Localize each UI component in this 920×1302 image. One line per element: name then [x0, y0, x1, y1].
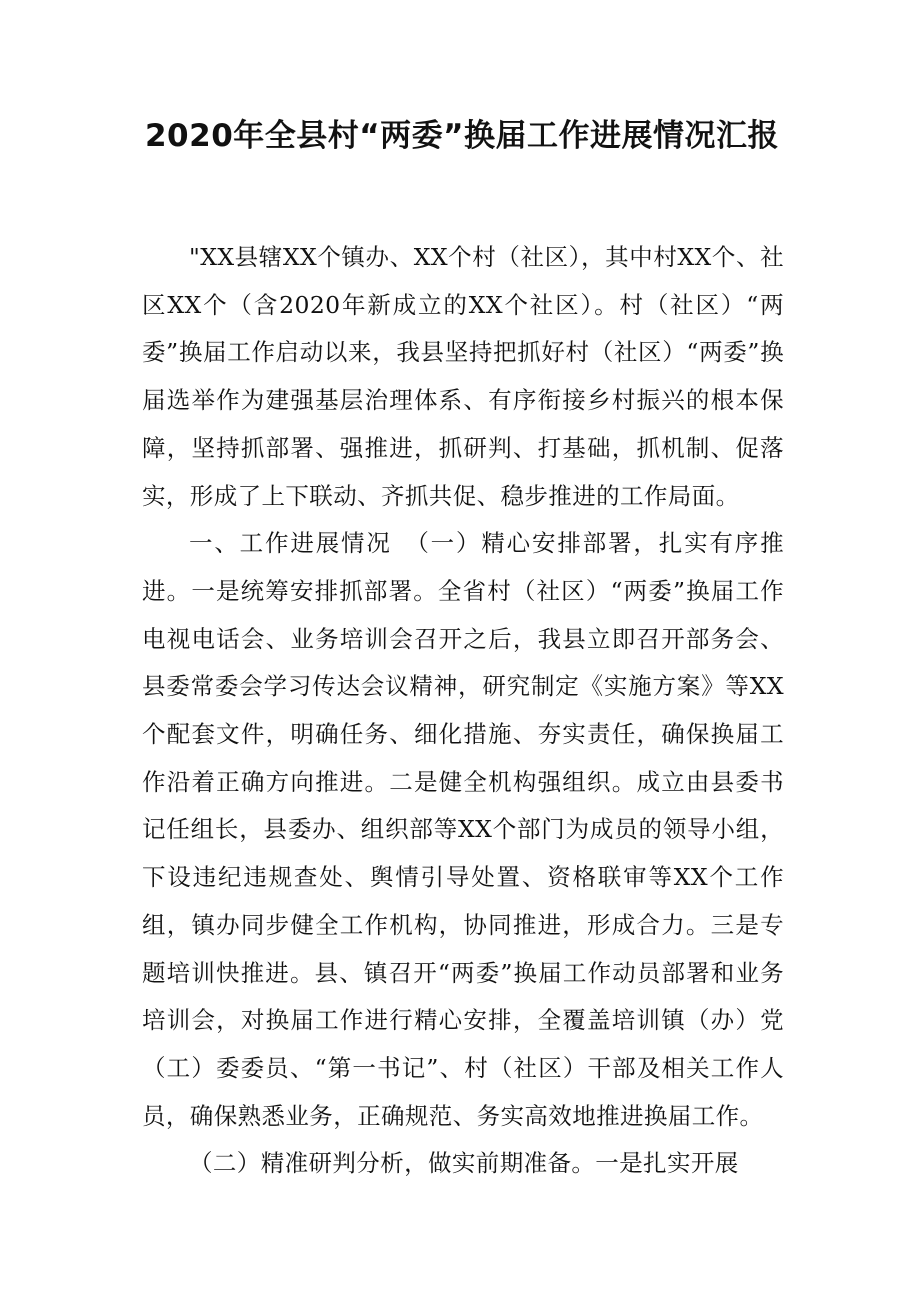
paragraph-section-one: 一、工作进展情况 （一）精心安排部署，扎实有序推进。一是统筹安排抓部署。全省村（社区）“两委”换届工作电视电话会、业务培训会召开之后，我县立即召开部务会、县委常委会学习传达会议精神，研究制定《实施方案》等XX个配套文件，明确任务、细化措施、夯实责任，确保换届工作沿着正确方向推进。二是健全机构强组织。成立由县委书记任组长，县委办、组织部等XX个部门为成员的领导小组，下设违纪违规查处、舆情引导处置、资格联审等XX个工作组，镇办同步健全工作机构，协同推进，形成合力。三是专题培训快推进。县、镇召开“两委”换届工作动员部署和业务培训会，对换届工作进行精心安排，全覆盖培训镇（办）党（工）委委员、“第一书记”、村（社区）干部及相关工作人员，确保熟悉业务，正确规范、务实高效地推进换届工作。 [142, 529, 784, 1130]
paragraph-intro: "XX县辖XX个镇办、XX个村（社区），其中村XX个、社区XX个（含2020年新成立的XX个社区）。村（社区）“两委”换届工作启动以来，我县坚持把抓好村（社区）“两委”换届选举作为建强基层治理体系、有序衔接乡村振兴的根本保障，坚持抓部署、强推进，抓研判、打基础，抓机制、促落实，形成了上下联动、齐抓共促、稳步推进的工作局面。 [142, 243, 784, 510]
document-body [142, 234, 784, 1188]
paragraph-section-two: （二）精准研判分析，做实前期准备。一是扎实开展 [189, 1149, 739, 1178]
document-title: 2020年全县村“两委”换届工作进展情况汇报 [144, 118, 780, 154]
